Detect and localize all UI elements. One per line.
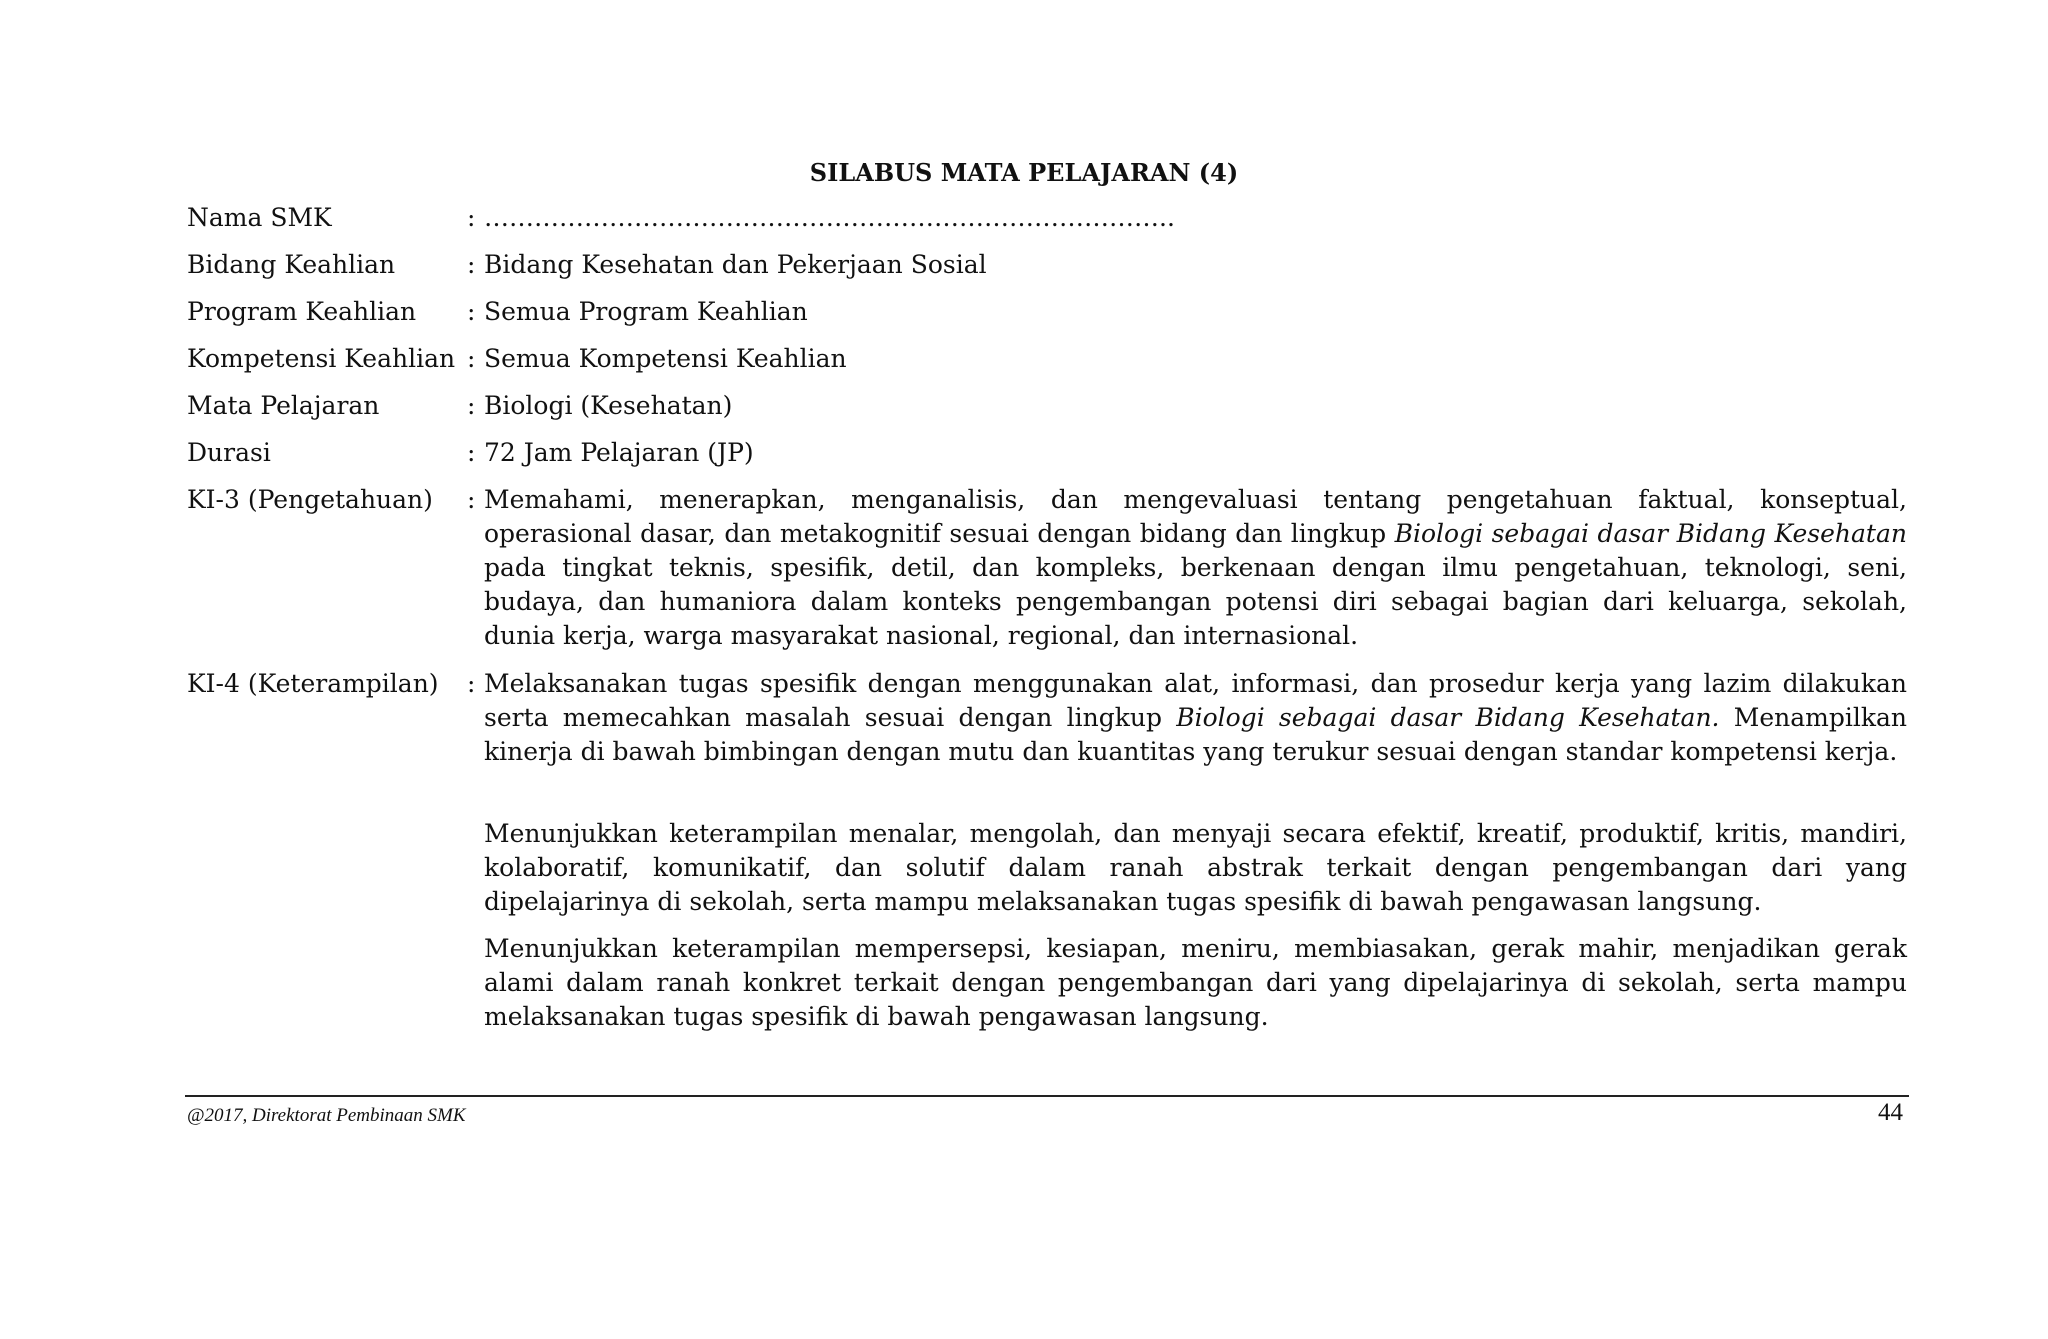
field-label: Durasi bbox=[187, 438, 271, 467]
ki3-colon: : bbox=[467, 485, 476, 514]
field-colon: : bbox=[467, 250, 476, 279]
ki3-text-italic: Biologi sebagai dasar Bidang Kesehatan bbox=[1394, 519, 1907, 548]
footer-divider bbox=[185, 1095, 1909, 1097]
page-number: 44 bbox=[1878, 1099, 1903, 1126]
ki4-p1-text-italic: Biologi sebagai dasar Bidang Kesehatan. bbox=[1176, 703, 1720, 732]
field-label: Program Keahlian bbox=[187, 297, 417, 326]
field-label: Nama SMK bbox=[187, 203, 332, 232]
ki3-paragraph bbox=[484, 483, 1907, 653]
field-colon: : bbox=[467, 344, 476, 373]
field-value: ……………………………………………………………………….. bbox=[484, 203, 1175, 232]
footer-copyright: @2017, Direktorat Pembinaan SMK bbox=[187, 1105, 466, 1126]
ki4-colon: : bbox=[467, 669, 476, 698]
ki4-paragraph-2: Menunjukkan keterampilan menalar, mengolah, dan menyaji secara efektif, kreatif, produktif, kritis, mandiri, kolaboratif, komunikatif, dan solutif dalam ranah abstrak terkait dengan pengembangan dari yang dipelajarinya di sekolah, serta mampu melaksanakan tugas spesifik di bawah pengawasan langsung. bbox=[484, 819, 1907, 916]
field-colon: : bbox=[467, 297, 476, 326]
field-value: Biologi (Kesehatan) bbox=[484, 391, 733, 420]
field-label: Bidang Keahlian bbox=[187, 250, 396, 279]
field-value: Semua Program Keahlian bbox=[484, 297, 808, 326]
field-label: Mata Pelajaran bbox=[187, 391, 380, 420]
field-value: 72 Jam Pelajaran (JP) bbox=[484, 438, 754, 467]
ki3-text-b: pada tingkat teknis, spesifik, detil, dan kompleks, berkenaan dengan ilmu pengetahuan, teknologi, seni, budaya, dan humaniora dalam konteks pengembangan potensi diri sebagai bagian dari keluarga, sekolah, dunia kerja, warga masyarakat nasional, regional, dan internasional. bbox=[484, 553, 1907, 650]
ki4-paragraph-3: Menunjukkan keterampilan mempersepsi, kesiapan, meniru, membiasakan, gerak mahir, menjadikan gerak alami dalam ranah konkret terkait dengan pengembangan dari yang dipelajarinya di sekolah, serta mampu melaksanakan tugas spesifik di bawah pengawasan langsung. bbox=[484, 934, 1907, 1031]
field-value: Semua Kompetensi Keahlian bbox=[484, 344, 847, 373]
field-colon: : bbox=[467, 203, 476, 232]
ki3-text-a: Memahami, menerapkan, menganalisis, dan mengevaluasi tentang pengetahuan faktual, konseptual, operasional dasar, dan metakognitif sesuai dengan bidang dan lingkup bbox=[484, 485, 1907, 548]
field-colon: : bbox=[467, 391, 476, 420]
ki4-paragraph-1 bbox=[484, 667, 1907, 769]
ki4-p1-text-a: Melaksanakan tugas spesifik dengan menggunakan alat, informasi, dan prosedur kerja yang lazim dilakukan serta memecahkan masalah sesuai dengan lingkup bbox=[484, 669, 1907, 732]
field-value: Bidang Kesehatan dan Pekerjaan Sosial bbox=[484, 250, 987, 279]
ki4-label: KI-4 (Keterampilan) bbox=[187, 669, 439, 698]
ki4-p1-text-b: Menampilkan kinerja di bawah bimbingan dengan mutu dan kuantitas yang terukur sesuai dengan standar kompetensi kerja. bbox=[484, 703, 1907, 766]
field-colon: : bbox=[467, 438, 476, 467]
ki3-label: KI-3 (Pengetahuan) bbox=[187, 485, 433, 514]
document-title: SILABUS MATA PELAJARAN (4) bbox=[809, 158, 1239, 187]
field-label: Kompetensi Keahlian bbox=[187, 344, 456, 373]
